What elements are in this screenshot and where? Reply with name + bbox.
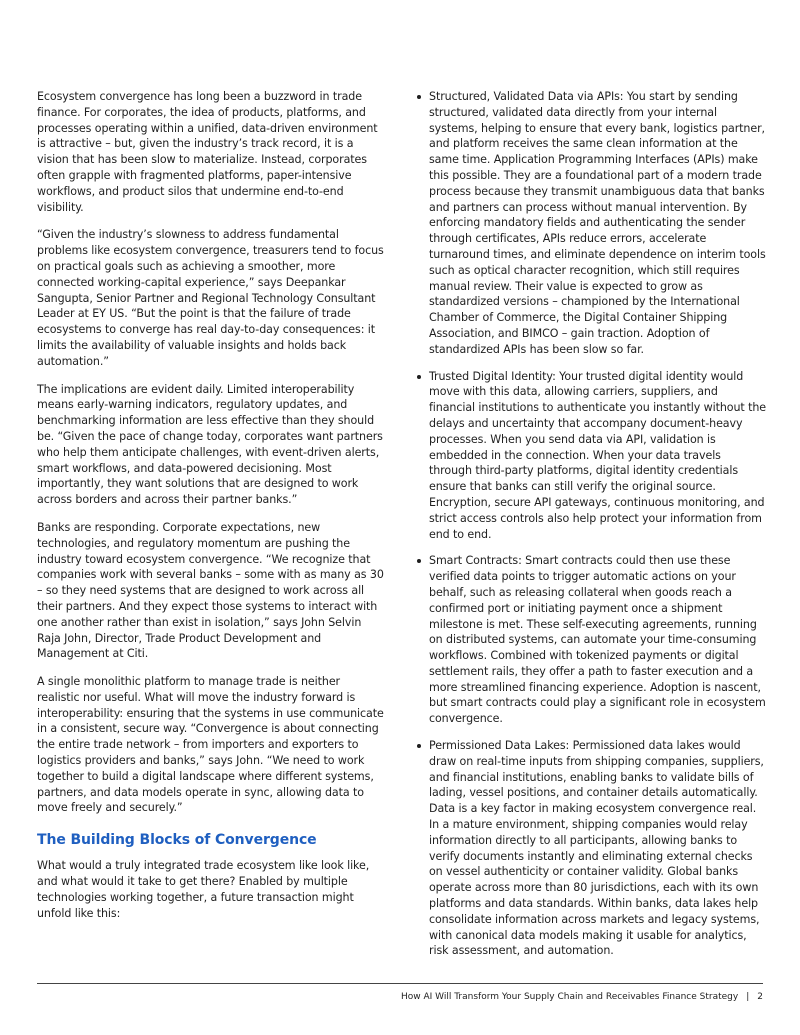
right-column xyxy=(414,89,766,970)
bullet-list xyxy=(414,89,766,959)
bullet-item xyxy=(414,553,766,727)
page-number: 2 xyxy=(757,992,763,1002)
bullet-item xyxy=(414,89,766,358)
left-column xyxy=(37,89,384,933)
footer-title: How AI Will Transform Your Supply Chain and Receivables Finance Strategy xyxy=(401,992,739,1002)
body-paragraph: “Given the industry’s slowness to address fundamental problems like ecosystem convergence, treasurers tend to focus on practical goals such as achieving a smoother, more connected working-capital experience,” says Deepankar Sangupta, Senior Partner and Regional Technology Consultant Leader at EY US. “But the point is that the failure of trade ecosystems to converge has real day-to-day consequences: it limits the availability of valuable insights and holds back automation.” xyxy=(37,228,384,368)
body-paragraph: Ecosystem convergence has long been a buzzword in trade finance. For corporates, the idea of products, platforms, and processes operating within a unified, data-driven environment is attractive – but, given the industry’s track record, it is a vision that has been slow to materialize. Instead, corporates often grapple with fragmented platforms, paper-intensive workflows, and product silos that undermine end-to-end visibility. xyxy=(37,90,378,214)
bullet-dot-icon xyxy=(417,744,421,748)
bullet-text: Smart Contracts: Smart contracts could then use these verified data points to trigger automatic actions on your behalf, such as releasing collateral when goods reach a confirmed port or initiating payment once a shipment milestone is met. These self-executing agreements, running on distributed systems, can automate your time-consuming workflows. Combined with tokenized payments or digital settlement rails, they offer a path to faster execution and a more streamlined financing experience. Adoption is nascent, but smart contracts could play a significant role in ecosystem convergence. xyxy=(429,554,766,726)
bullet-dot-icon xyxy=(417,559,421,563)
bullet-dot-icon xyxy=(417,375,421,379)
body-paragraph: Banks are responding. Corporate expectations, new technologies, and regulatory momentum are pushing the industry toward ecosystem convergence. “We recognize that companies work with several banks – some with as many as 30 – so they need systems that are designed to work across all their partners. And they expect those systems to interact with one another rather than exist in isolation,” says John Selvin Raja John, Director, Trade Product Development and Management at Citi. xyxy=(37,520,384,661)
page-footer xyxy=(401,991,763,1003)
body-paragraph: What would a truly integrated trade ecosystem like look like, and what would it take to get there? Enabled by multiple technologies working together, a future transaction might unfold like this: xyxy=(37,859,370,920)
bullet-item xyxy=(414,369,766,543)
bullet-text: Structured, Validated Data via APIs: You start by sending structured, validated data directly from your internal systems, helping to ensure that every bank, logistics partner, and platform receives the same clean information at the same time. Application Programming Interfaces (APIs) make this possible. They are a foundational part of a modern trade process because they transmit unambiguous data that banks and partners can process without manual intervention. By enforcing mandatory fields and authenticating the sender through certificates, APIs reduce errors, accelerate turnaround times, and eliminate dependence on interim tools such as optical character recognition, which still requires manual review. Their value is expected to grow as standardized versions – championed by the International Chamber of Commerce, the Digital Container Shipping Association, and BIMCO – gain traction. Adoption of standardized APIs has been slow so far. xyxy=(429,90,766,356)
bullet-item xyxy=(414,738,766,959)
body-paragraph: The implications are evident daily. Limited interoperability means early-warning indicators, regulatory updates, and benchmarking information are less effective than they should be. “Given the pace of change today, corporates want partners who help them anticipate challenges, with event-driven alerts, smart workflows, and data-powered decisioning. Most importantly, they want solutions that are designed to work across borders and across their partner banks.” xyxy=(37,382,383,507)
bullet-text: Permissioned Data Lakes: Permissioned data lakes would draw on real-time inputs from shipping companies, suppliers, and financial institutions, enabling banks to validate bills of lading, vessel positions, and container details automatically. Data is a key factor in making ecosystem convergence real. In a mature environment, shipping companies would relay information directly to all participants, allowing banks to verify documents instantly and eliminating external checks on vessel authenticity or container validity. Global banks operate across more than 80 jurisdictions, each with its own platforms and data standards. Within banks, data lakes help consolidate information across markets and legacy systems, with canonical data models making it usable for analytics, risk assessment, and automation. xyxy=(429,739,764,958)
section-heading: The Building Blocks of Convergence xyxy=(37,832,317,849)
bullet-dot-icon xyxy=(417,95,421,99)
bullet-text: Trusted Digital Identity: Your trusted digital identity would move with this data, allowing carriers, suppliers, and financial institutions to authenticate you instantly without the delays and uncertainty that accompany document-heavy processes. When you send data via API, validation is embedded in the connection. When your data travels through third-party platforms, digital identity credentials ensure that banks can still verify the original source. Encryption, secure API gateways, continuous monitoring, and strict access controls also help protect your information from end to end. xyxy=(429,369,767,541)
body-paragraph: A single monolithic platform to manage trade is neither realistic nor useful. What will move the industry forward is interoperability: ensuring that the systems in use communicate in a consistent, secure way. “Convergence is about connecting the entire trade network – from importers and exporters to logistics providers and banks,” says John. “We need to work together to build a digital landscape where different systems, partners, and data models operate in sync, allowing data to move freely and securely.” xyxy=(37,675,384,815)
footer-separator: | xyxy=(746,992,750,1002)
footer-divider xyxy=(37,983,763,984)
